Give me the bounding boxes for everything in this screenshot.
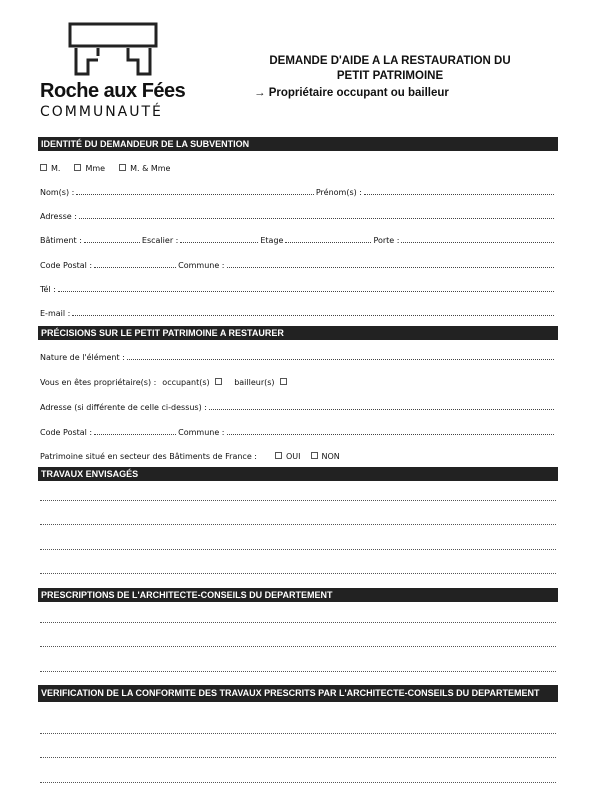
code-postal2-label: Code Postal : [40, 428, 93, 437]
escalier-field[interactable] [180, 242, 258, 243]
escalier-label: Escalier : [141, 236, 179, 245]
email-row [40, 306, 556, 318]
logo-emblem-icon [68, 22, 160, 78]
verification-line-2[interactable] [40, 757, 556, 758]
travaux-line-1[interactable] [40, 500, 556, 501]
commune-label: Commune : [178, 261, 225, 270]
adresse-label: Adresse : [40, 212, 77, 221]
proprietaire-label: Vous en êtes propriétaire(s) : [40, 378, 157, 387]
cp-commune-row [40, 258, 556, 270]
nom-prenom-row [40, 185, 556, 197]
code-postal-label: Code Postal : [40, 261, 93, 270]
page-title [230, 54, 550, 84]
batiment-row [40, 233, 556, 245]
secteur-row [40, 449, 556, 461]
email-field[interactable] [72, 315, 554, 316]
secteur-label: Patrimoine situé en secteur des Bâtiments de France : [40, 452, 257, 461]
porte-field[interactable] [401, 242, 554, 243]
checkbox-icon [119, 164, 126, 171]
checkbox-icon [40, 164, 47, 171]
section-prescriptions-header: PRESCRIPTIONS DE L'ARCHITECTE-CONSEILS DU DEPARTEMENT [38, 588, 558, 602]
nom-field[interactable] [76, 194, 314, 195]
section-precisions-header: PRÉCISIONS SUR LE PETIT PATRIMOINE A RESTAURER [38, 326, 558, 340]
code-postal2-field[interactable] [94, 434, 176, 435]
checkbox-icon [215, 378, 222, 385]
prescriptions-line-1[interactable] [40, 622, 556, 623]
verification-line-1[interactable] [40, 733, 556, 734]
travaux-line-4[interactable] [40, 573, 556, 574]
verification-line-3[interactable] [40, 782, 556, 783]
etage-field[interactable] [285, 242, 371, 243]
tel-label: Tél : [40, 285, 56, 294]
proprietaire-row [40, 375, 556, 387]
checkbox-icon [280, 378, 287, 385]
section-identite-header: IDENTITÉ DU DEMANDEUR DE LA SUBVENTION [38, 137, 558, 151]
nature-field[interactable] [127, 359, 554, 360]
prescriptions-line-2[interactable] [40, 646, 556, 647]
etage-label: Etage [260, 236, 284, 245]
adresse2-label: Adresse (si différente de celle ci-dessus) : [40, 403, 207, 412]
title-line-1: DEMANDE D'AIDE A LA RESTAURATION DU [269, 55, 511, 67]
commune2-field[interactable] [227, 434, 555, 435]
batiment-label: Bâtiment : [40, 236, 82, 245]
occupant-option[interactable]: occupant(s) [162, 378, 226, 387]
adresse-field[interactable] [79, 218, 554, 219]
title-line-2: PETIT PATRIMOINE [336, 70, 444, 82]
adresse2-row [40, 400, 556, 412]
prenom-label: Prénom(s) : [315, 188, 362, 197]
tel-row [40, 282, 556, 294]
nom-label: Nom(s) : [40, 188, 75, 197]
adresse-row [40, 209, 556, 221]
page-subtitle: → Propriétaire occupant ou bailleur [254, 87, 449, 99]
checkbox-icon [275, 452, 282, 459]
batiment-field[interactable] [84, 242, 140, 243]
civility-m-mme[interactable]: M. & Mme [119, 164, 170, 173]
email-label: E-mail : [40, 309, 71, 318]
nature-label: Nature de l'élément : [40, 353, 125, 362]
checkbox-icon [311, 452, 318, 459]
civility-mme[interactable]: Mme [74, 164, 105, 173]
section-verification-header: VERIFICATION DE LA CONFORMITE DES TRAVAUX PRESCRITS PAR L'ARCHITECTE-CONSEILS DU DEPARTEMENT [38, 685, 558, 702]
civility-m[interactable]: M. [40, 164, 60, 173]
secteur-oui-option[interactable]: OUI [275, 452, 301, 461]
prescriptions-line-3[interactable] [40, 671, 556, 672]
section-travaux-header: TRAVAUX ENVISAGÉS [38, 467, 558, 481]
civility-row [40, 161, 556, 173]
porte-label: Porte : [373, 236, 400, 245]
tel-field[interactable] [58, 291, 554, 292]
checkbox-icon [74, 164, 81, 171]
secteur-non-option[interactable]: NON [311, 452, 340, 461]
bailleur-option[interactable]: bailleur(s) [234, 378, 291, 387]
code-postal-field[interactable] [94, 267, 176, 268]
commune-field[interactable] [227, 267, 555, 268]
logo-name: Roche aux Fées [40, 80, 186, 102]
travaux-line-3[interactable] [40, 549, 556, 550]
nature-row [40, 350, 556, 362]
adresse2-field[interactable] [209, 409, 554, 410]
logo-subtitle: COMMUNAUTÉ [40, 104, 163, 120]
cp-commune2-row [40, 425, 556, 437]
travaux-line-2[interactable] [40, 524, 556, 525]
prenom-field[interactable] [364, 194, 554, 195]
commune2-label: Commune : [178, 428, 225, 437]
